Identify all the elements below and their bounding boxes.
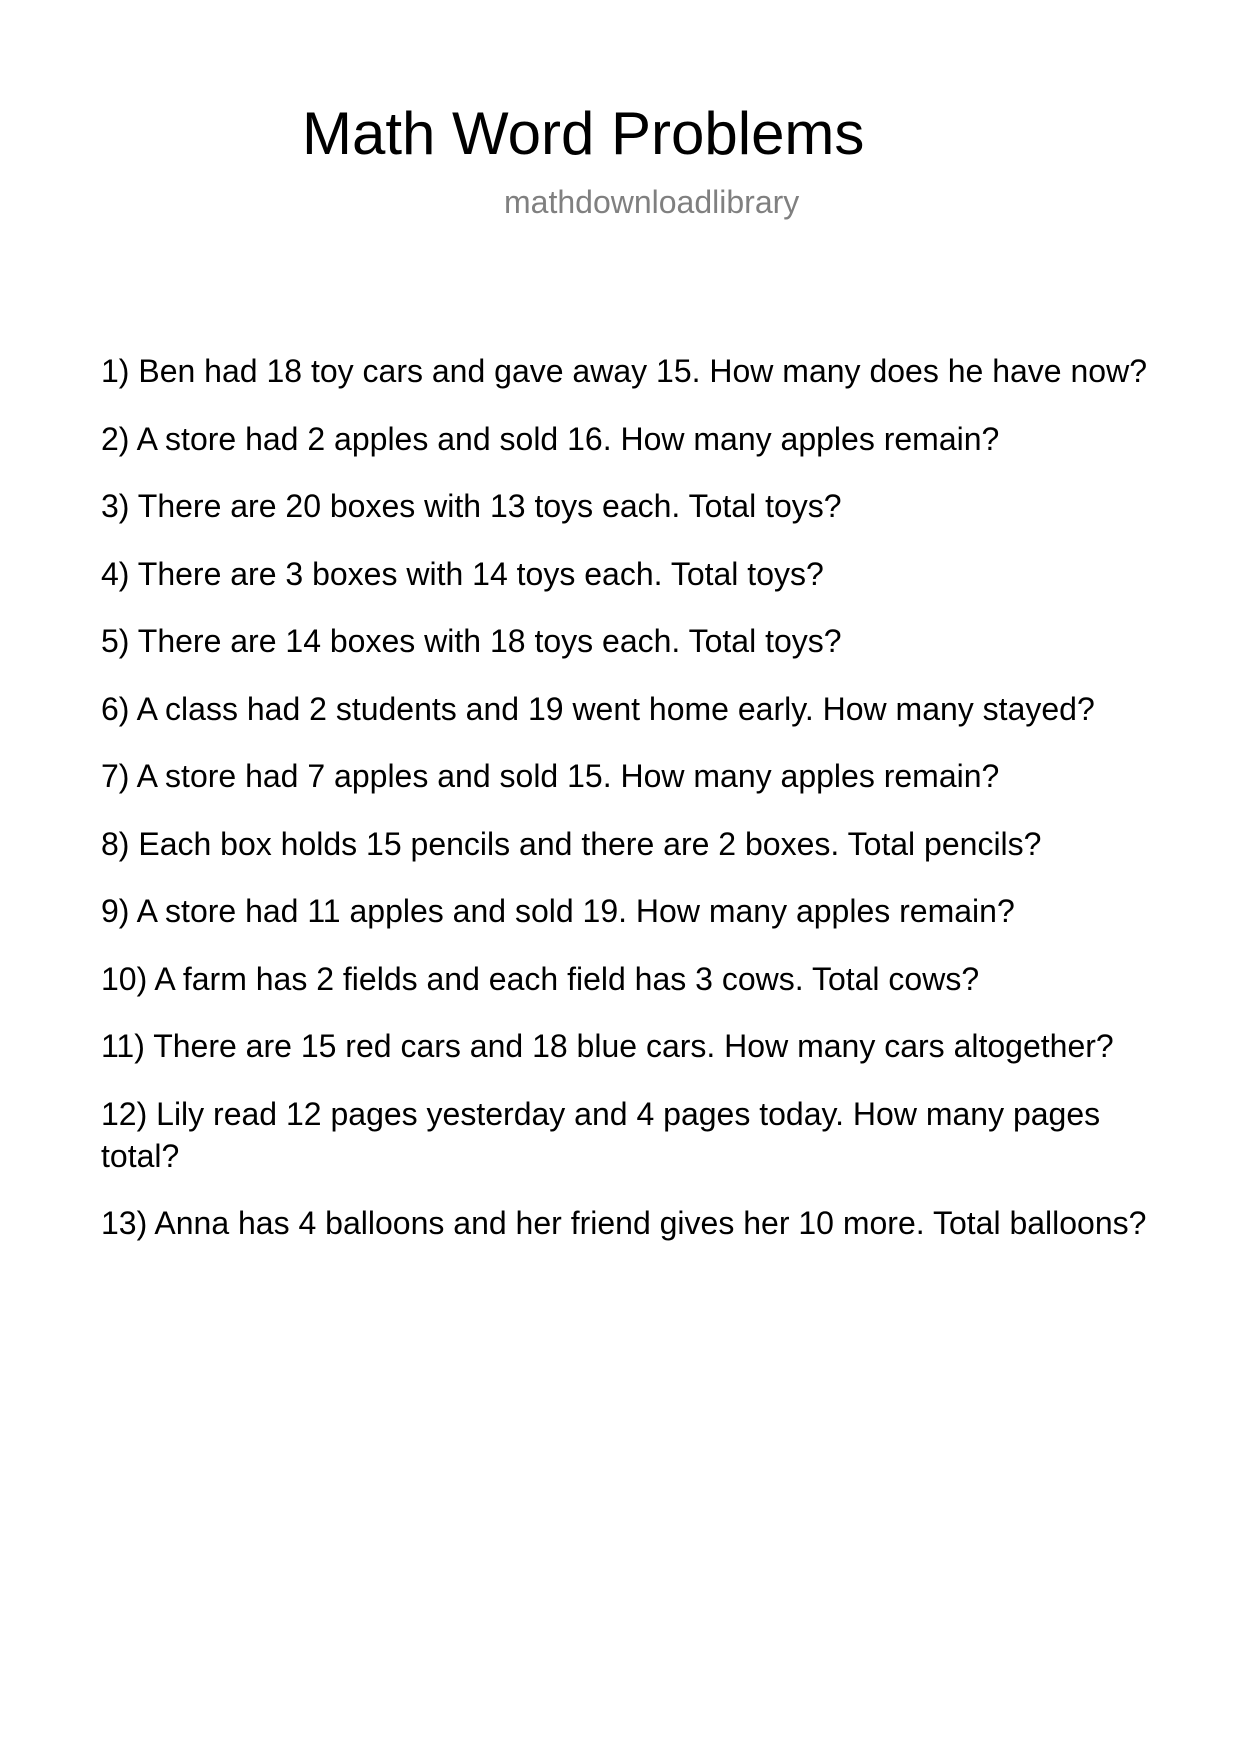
problem-item: 8) Each box holds 15 pencils and there are 2 boxes. Total pencils?	[101, 825, 1042, 862]
problem-item: 7) A store had 7 apples and sold 15. How many apples remain?	[101, 758, 1000, 794]
problem-item: 9) A store had 11 apples and sold 19. How many apples remain?	[101, 893, 1015, 929]
problem-item: 3) There are 20 boxes with 13 toys each. Total toys?	[101, 488, 842, 524]
problem-item: 12) Lily read 12 pages yesterday and 4 pages today. How many pages total?	[101, 1095, 1101, 1174]
problem-item: 6) A class had 2 students and 19 went home early. How many stayed?	[101, 690, 1095, 727]
problem-item: 11) There are 15 red cars and 18 blue cars. How many cars altogether?	[101, 1028, 1114, 1064]
subtitle: mathdownloadlibrary	[504, 184, 800, 220]
problem-list	[101, 350, 1151, 1270]
problem-item: 1) Ben had 18 toy cars and gave away 15. How many does he have now?	[101, 353, 1147, 389]
problem-item: 10) A farm has 2 fields and each field has 3 cows. Total cows?	[101, 960, 980, 997]
problem-item: 4) There are 3 boxes with 14 toys each. Total toys?	[101, 555, 824, 592]
problem-item: 2) A store had 2 apples and sold 16. How many apples remain?	[101, 420, 1000, 457]
page-title: Math Word Problems	[302, 100, 865, 167]
problem-item: 5) There are 14 boxes with 18 toys each. Total toys?	[101, 623, 842, 659]
problem-item: 13) Anna has 4 balloons and her friend gives her 10 more. Total balloons?	[101, 1205, 1147, 1241]
